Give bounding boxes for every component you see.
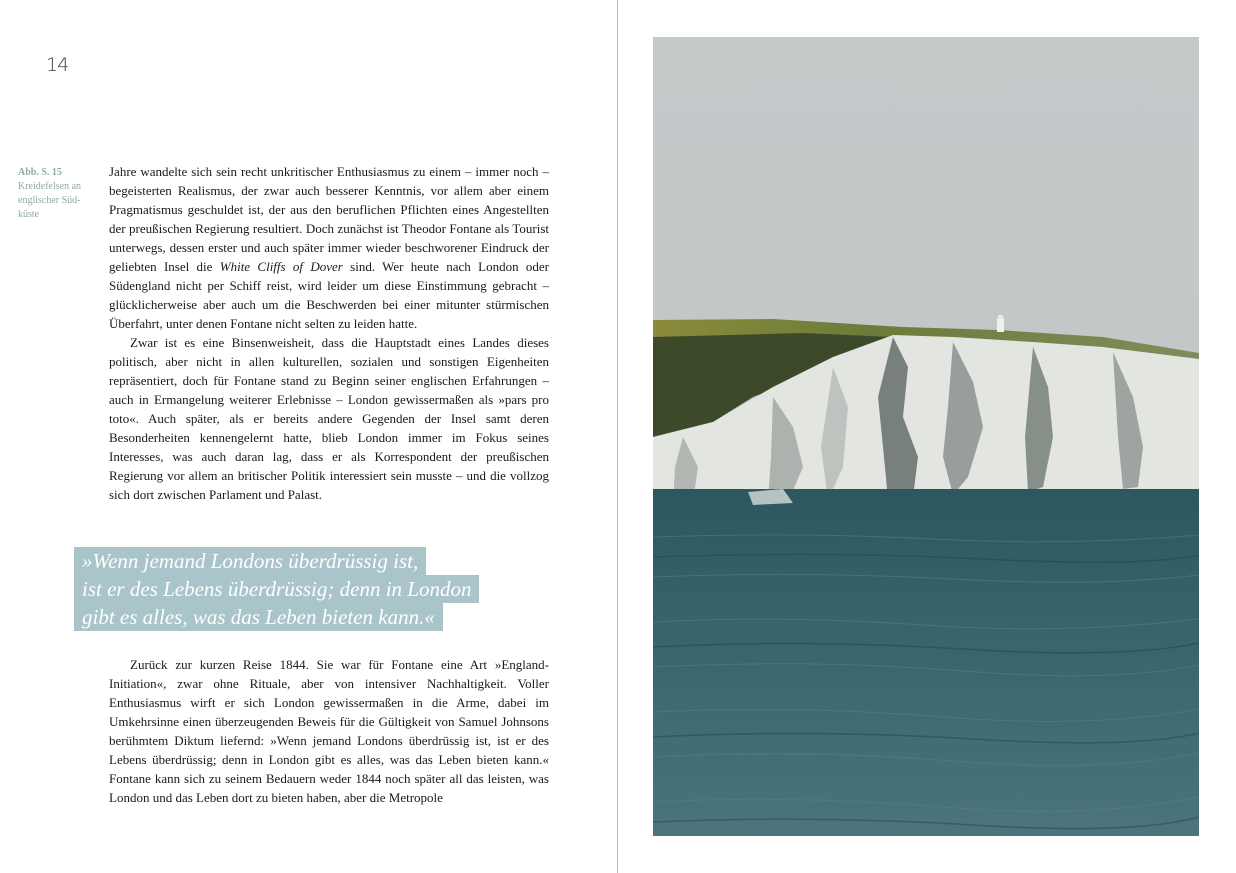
paragraph-1-text-b: sind. Wer heute nach London oder Südengland nicht per Schiff reist, wird leider um diese Einstimmung gebracht – glücklicherweise aber auch um die Beschwerden bei einer mitunter stürmischen Überfahrt, unter denen Fontane nicht selten zu leiden hatte. — [109, 259, 549, 331]
pull-quote-line: »Wenn jemand Londons überdrüssig ist, — [74, 547, 426, 575]
right-page — [618, 0, 1236, 873]
caption-reference: Abb. S. 15 — [18, 167, 62, 178]
sea — [653, 489, 1199, 836]
paragraph-3: Zurück zur kurzen Reise 1844. Sie war für Fontane eine Art »England-Initiation«, zwar ohne Rituale, aber von intensiver Nachhaltigkeit. Voller Enthusiasmus wirft er sich London gewissermaßen in die Arme, dabei im Umkehrsinne einen überzeugenden Beweis für die Gültigkeit von Samuel Johnsons berühmtem Diktum liefernd: »Wenn jemand Londons überdrüssig ist, ist er des Lebens überdrüssig; denn in London gibt es alles, was das Leben bieten kann.« Fontane kann sich zu seinem Bedauern weder 1844 noch später all das leisten, was London und das Leben dort zu bieten haben, aber die Metropole — [109, 657, 549, 805]
paragraph-1 — [109, 162, 549, 333]
caption-text: Kreidefelsen an englischer Südküste — [18, 181, 82, 220]
page-number: 14 — [46, 54, 69, 76]
pull-quote — [74, 547, 494, 631]
lighthouse — [997, 318, 1004, 332]
cliff-illustration — [653, 37, 1199, 836]
body-text-top — [109, 162, 549, 504]
left-page — [0, 0, 617, 873]
body-text-bottom — [109, 655, 549, 807]
figure-caption — [18, 166, 98, 222]
pull-quote-line: gibt es alles, was das Leben bieten kann.« — [74, 603, 443, 631]
white-cliffs-photo — [653, 37, 1199, 836]
paragraph-2: Zwar ist es eine Binsenweisheit, dass die Hauptstadt eines Landes dieses politisch, aber nicht in allen kulturellen, sozialen und sonstigen Eigenheiten repräsentiert, doch für Fontane stand zu Beginn seiner englischen Erfahrungen – auch in Ermangelung weiterer Erlebnisse – London gewissermaßen als »pars pro toto«. Auch später, als er bereits andere Gegenden der Insel samt deren Besonderheiten kennengelernt hatte, blieb London immer im Fokus seines Interesses, was auch daran lag, dass er als Korrespondent der preußischen Regierung vor allem an britischer Politik interessiert sein musste – und die vollzog sich dort zwischen Parlament und Palast. — [109, 335, 549, 502]
paragraph-1-italic: White Cliffs of Dover — [219, 259, 343, 274]
paragraph-1-text-a: Jahre wandelte sich sein recht unkritischer Enthusiasmus zu einem – immer noch – begeisterten Realismus, der zwar auch besserer Kenntnis, vor allem aber einem Pragmatismus geschuldet ist, der aus den beruflichen Pflichten eines Angestellten der preußischen Regierung resultiert. Doch zunächst ist Theodor Fontane als Tourist unterwegs, dessen erster und auch später immer wieder beschworener Eindruck der geliebten Insel die — [109, 164, 549, 274]
pull-quote-line: ist er des Lebens überdrüssig; denn in London — [74, 575, 479, 603]
